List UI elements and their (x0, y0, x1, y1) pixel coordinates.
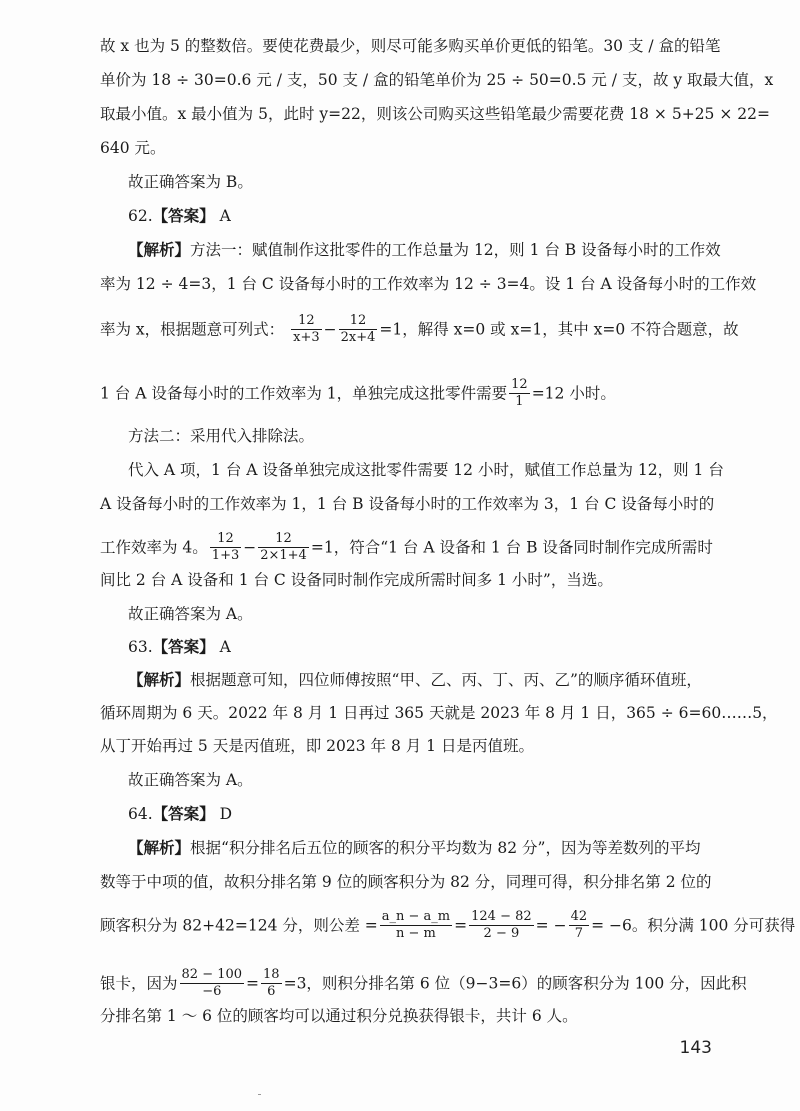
fraction: $\frac{12}{1+3}$ (211, 531, 240, 563)
text-line: 取最小值。x 最小值为 5，此时 y=22，则该公司购买这些铅笔最少需要花费 18 × 5+25 × 22= (100, 105, 770, 123)
fraction: $\frac{12}{2\times 1+4}$ (260, 531, 307, 563)
text-line: A 设备每小时的工作效率为 1，1 台 B 设备每小时的工作效率为 3，1 台 C 设备每小时的 (100, 495, 715, 513)
question-63-answer: 63.【答案】 A (128, 637, 231, 656)
fraction: $\frac{124 - 82}{2 - 9}$ (471, 909, 532, 941)
question-62-answer: 62.【答案】 A (128, 206, 231, 225)
question-64-answer: 64.【答案】 D (128, 804, 233, 823)
text-line: 故 x 也为 5 的整数倍。要使花费最少，则尽可能多购买单价更低的铅笔。30 支 / 盒的铅笔 (100, 37, 721, 55)
fraction: $\frac{12}{x+3}$ (293, 313, 320, 345)
question-63-analysis: 【解析】根据题意可知，四位师傅按照“甲、乙、丙、丁、丙、乙”的顺序循环值班， (128, 670, 702, 689)
text-line: 循环周期为 6 天。2022 年 8 月 1 日再过 365 天就是 2023 年 8 月 1 日，365 ÷ 6=60……5， (100, 704, 778, 722)
text-line: 率为 12 ÷ 4=3，1 台 C 设备每小时的工作效率为 12 ÷ 3=4。设 1 台 A 设备每小时的工作效 (100, 275, 757, 293)
method-heading: 方法二：采用代入排除法。 (128, 427, 315, 445)
formula-line: 银卡，因为 $\frac{82 - 100}{-6}$ = $\frac{18}{6}$ =3，则积分排名第 6 位（9−3=6）的顾客积分为 100 分，因此积 (100, 967, 747, 999)
fraction: $\frac{12}{1}$ (511, 377, 528, 409)
answer-statement: 故正确答案为 A。 (128, 771, 253, 789)
formula-line: 工作效率为 4。 $\frac{12}{1+3}$ − $\frac{12}{2\times 1+4}$ =1，符合“1 台 A 设备和 1 台 B 设备同时制作完成所需时 (100, 531, 713, 563)
text-line: 间比 2 台 A 设备和 1 台 C 设备同时制作完成所需时间多 1 小时”，当选。 (100, 571, 613, 589)
formula-line: 顾客积分为 82+42=124 分，则公差 = $\frac{a\_n - a\_m}{n - m}$ = $\frac{124 - 82}{2 - 9}$ = − $\frac{42}{7}$ = −6。积分满 100 分可获得 (100, 909, 796, 941)
text-line: 数等于中项的值，故积分排名第 9 位的顾客积分为 82 分，同理可得，积分排名第 2 位的 (100, 873, 712, 891)
text-line: 代入 A 项，1 台 A 设备单独完成这批零件需要 12 小时，赋值工作总量为 12，则 1 台 (128, 461, 724, 479)
fraction: $\frac{a\_n - a\_m}{n - m}$ (381, 909, 451, 941)
page-number: 143 (679, 1038, 712, 1058)
fraction: $\frac{82 - 100}{-6}$ (181, 967, 243, 999)
question-64-analysis: 【解析】根据“积分排名后五位的顾客的积分平均数为 82 分”，因为等差数列的平均 (128, 838, 701, 857)
text-line: 从丁开始再过 5 天是丙值班，即 2023 年 8 月 1 日是丙值班。 (100, 737, 534, 755)
fraction: $\frac{42}{7}$ (570, 909, 588, 941)
text-line: 单价为 18 ÷ 30=0.6 元 / 支，50 支 / 盒的铅笔单价为 25 ÷ 50=0.5 元 / 支，故 y 取最大值，x (100, 71, 774, 89)
answer-statement: 故正确答案为 B。 (128, 173, 253, 191)
text-line: 分排名第 1 ～ 6 位的顾客均可以通过积分兑换获得银卡，共计 6 人。 (100, 1007, 578, 1025)
scan-speck (258, 1094, 261, 1095)
fraction: $\frac{12}{2x+4}$ (340, 313, 376, 345)
answer-statement: 故正确答案为 A。 (128, 605, 253, 623)
formula-line: 1 台 A 设备每小时的工作效率为 1，单独完成这批零件需要 $\frac{12}{1}$ =12 小时。 (100, 377, 616, 409)
question-62-analysis: 【解析】方法一：赋值制作这批零件的工作总量为 12，则 1 台 B 设备每小时的工作效 (128, 240, 721, 259)
formula-line: 率为 x，根据题意可列式： $\frac{12}{x+3}$ − $\frac{12}{2x+4}$ =1，解得 x=0 或 x=1，其中 x=0 不符合题意，故 (100, 313, 739, 345)
fraction: $\frac{18}{6}$ (263, 967, 280, 999)
text-line: 640 元。 (100, 139, 166, 157)
